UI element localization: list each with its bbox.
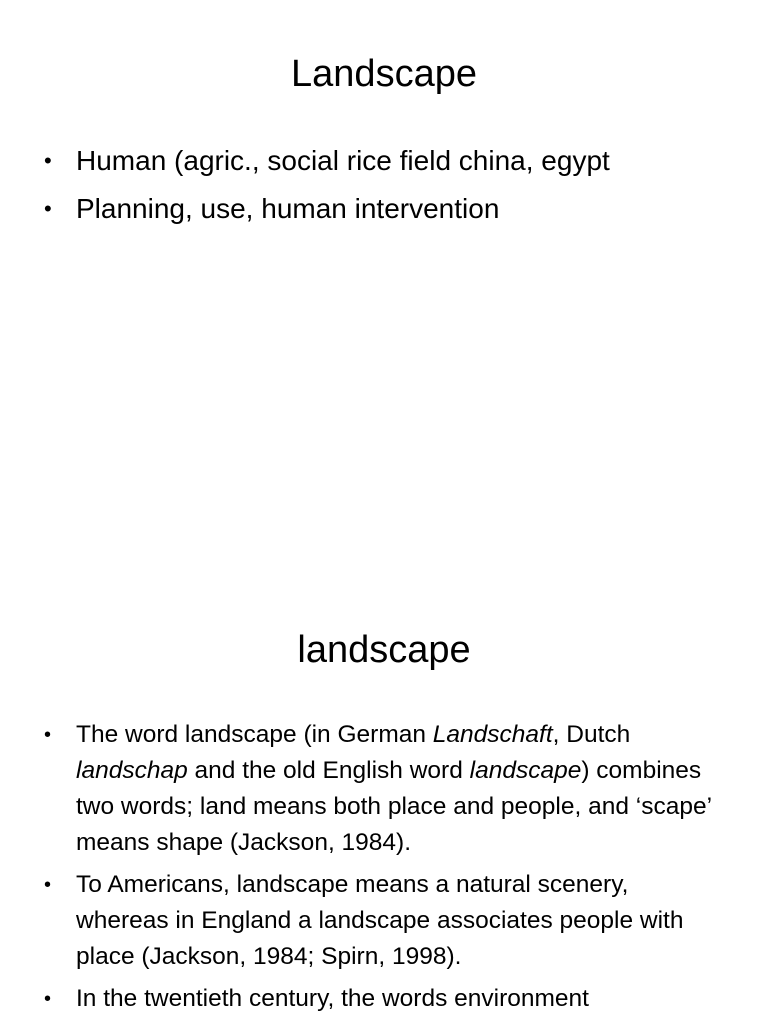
- bullet-icon: •: [44, 148, 52, 173]
- bullet-icon: •: [44, 874, 52, 896]
- bullet-icon: •: [44, 724, 52, 746]
- text-run: and the old English word: [187, 757, 470, 784]
- bullet-text: [76, 717, 714, 861]
- list-item: [44, 981, 714, 1017]
- text-run: , Dutch: [552, 721, 631, 748]
- list-item: [44, 717, 714, 861]
- bullet-text: In the twentieth century, the words environment: [76, 985, 589, 1012]
- list-item: [44, 142, 744, 180]
- slide-2: [0, 576, 768, 1024]
- italic-term: Landschaft: [432, 721, 553, 748]
- italic-term: landschap: [76, 757, 188, 784]
- bullet-list: [44, 142, 744, 238]
- list-item: [44, 867, 714, 975]
- bullet-text: Human (agric., social rice field china, egypt: [76, 145, 610, 176]
- bullet-text: To Americans, landscape means a natural scenery, whereas in England a landscape associates people with place (Jackson, 1984; Spirn, 1998).: [76, 871, 684, 970]
- list-item: [44, 190, 744, 228]
- text-run: The word landscape (in German: [76, 721, 433, 748]
- bullet-icon: •: [44, 196, 52, 221]
- bullet-list: [44, 717, 714, 1023]
- italic-term: landscape: [469, 757, 582, 784]
- slide-title: landscape: [297, 629, 471, 671]
- text-run: ) combines two words; land means both place and people, and ‘scape’ means shape (Jackson, 1984).: [76, 757, 712, 856]
- bullet-icon: •: [44, 988, 52, 1010]
- bullet-text: Planning, use, human intervention: [76, 193, 500, 224]
- slide-title: Landscape: [291, 53, 477, 95]
